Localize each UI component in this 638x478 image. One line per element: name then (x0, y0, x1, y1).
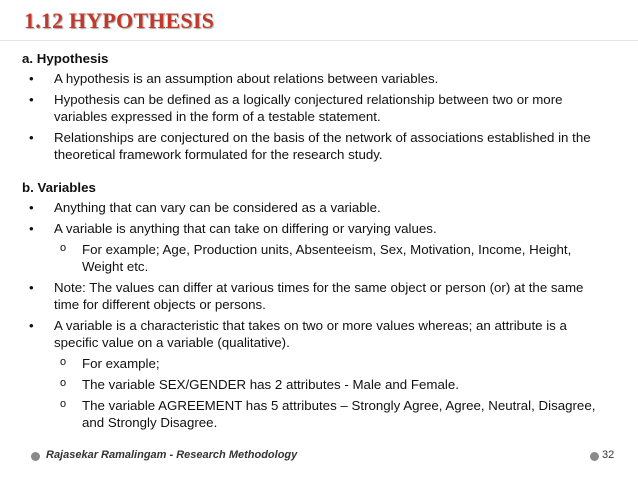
page-number-bullet-icon (590, 452, 599, 461)
slide-title: 1.12 HYPOTHESIS (24, 8, 215, 33)
hypothesis-bullet-list (22, 70, 612, 163)
slide-content (22, 48, 612, 435)
bullet-item: • Note: The values can differ at various times for the same object or person (or) at the same time for different objects or persons. (22, 279, 612, 313)
bullet-item: • Anything that can vary can be considered as a variable. (22, 199, 612, 216)
variables-bullet-list (22, 199, 612, 431)
sub-bullet-item: o The variable AGREEMENT has 5 attributes – Strongly Agree, Agree, Neutral, Disagree, and Strongly Disagree. (22, 397, 612, 431)
footer-bullet-icon (31, 452, 40, 461)
bullet-item: • A variable is anything that can take on differing or varying values. (22, 220, 612, 237)
page-number: 32 (602, 449, 615, 461)
bullet-item: • A variable is a characteristic that takes on two or more values whereas; an attribute is a specific value on a variable (qualitative). (22, 317, 612, 351)
section-heading-hypothesis: a. Hypothesis (22, 51, 109, 66)
sub-bullet-item: o For example; (22, 355, 612, 372)
bullet-item: • A hypothesis is an assumption about relations between variables. (22, 70, 612, 87)
bullet-item: • Hypothesis can be defined as a logically conjectured relationship between two or more variables expressed in the form of a testable statement. (22, 91, 612, 125)
bullet-item: • Relationships are conjectured on the basis of the network of associations established in the theoretical framework formulated for the research study. (22, 129, 612, 163)
title-divider (0, 40, 638, 41)
sub-bullet-item: o For example; Age, Production units, Absenteeism, Sex, Motivation, Income, Height, Weight etc. (22, 241, 612, 275)
sub-bullet-item: o The variable SEX/GENDER has 2 attributes - Male and Female. (22, 376, 612, 393)
slide-footer (0, 446, 638, 468)
footer-author: Rajasekar Ramalingam - Research Methodology (46, 449, 298, 461)
section-heading-variables: b. Variables (22, 180, 96, 195)
